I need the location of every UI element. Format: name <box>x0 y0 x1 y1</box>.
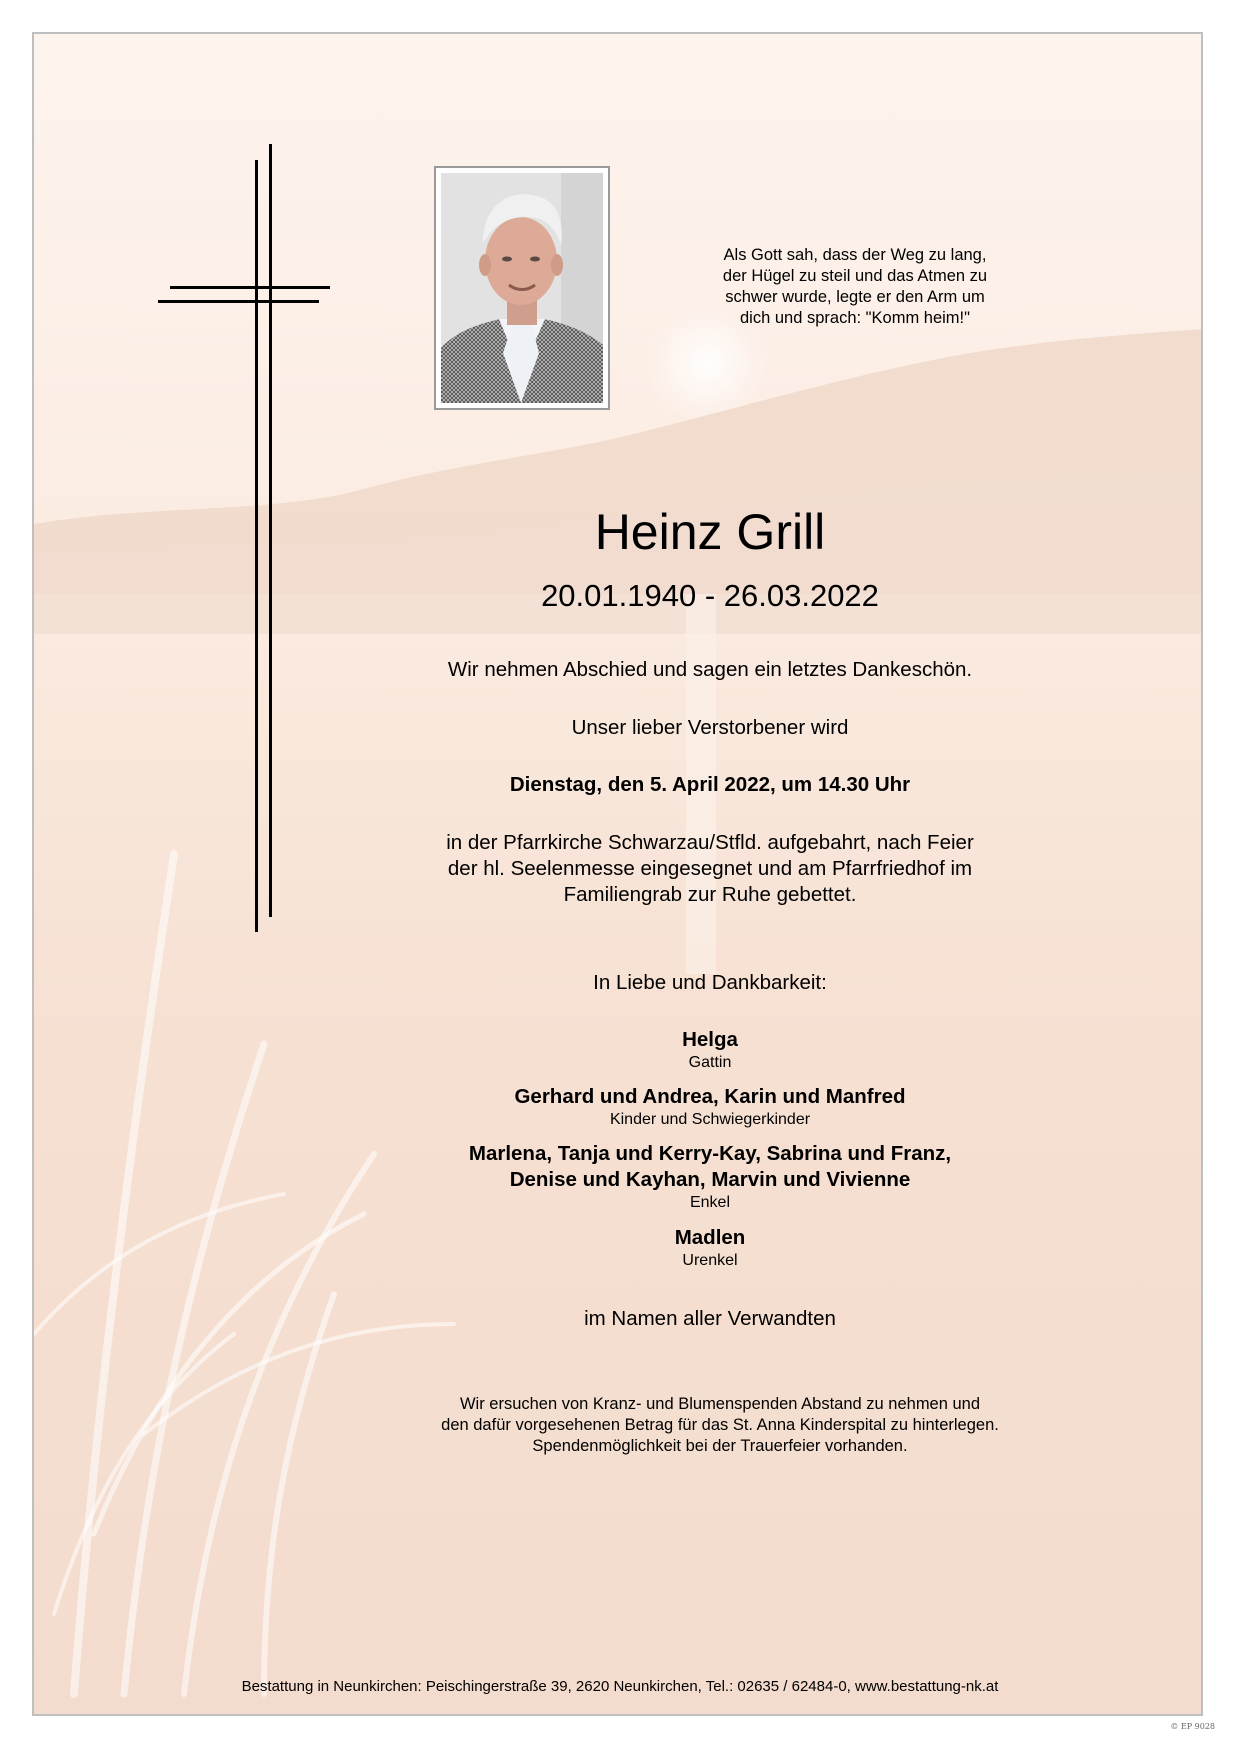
notice-line: den dafür vorgesehenen Betrag für das St. Anna Kinderspital zu hinterlegen. <box>441 1416 999 1434</box>
family-names: Denise und Kayhan, Marvin und Vivienne <box>509 1168 911 1191</box>
closing-text: In Liebe und Dankbarkeit: <box>593 971 827 994</box>
farewell-text: Wir nehmen Abschied und sagen ein letztes Dankeschön. <box>447 658 973 681</box>
family-role: Kinder und Schwiegerkinder <box>609 1111 811 1128</box>
quote <box>690 245 1020 329</box>
quote-line: Als Gott sah, dass der Weg zu lang, <box>723 246 987 264</box>
family-names: Marlena, Tanja und Kerry-Kay, Sabrina und Franz, <box>468 1142 952 1165</box>
ceremony-text <box>380 830 1040 908</box>
ceremony-line: in der Pfarrkirche Schwarzau/Stfld. aufgebahrt, nach Feier <box>446 831 974 854</box>
ceremony-line: Familiengrab zur Ruhe gebettet. <box>563 883 857 906</box>
cross-horizontal-bottom <box>158 300 319 303</box>
portrait-photo <box>434 166 610 410</box>
quote-line: schwer wurde, legte er den Arm um <box>725 288 985 306</box>
deceased-name: Heinz Grill <box>594 504 826 560</box>
cross-vertical-right <box>269 144 272 917</box>
footer-address: Bestattung in Neunkirchen: Peischingerstraße 39, 2620 Neunkirchen, Tel.: 02635 / 62484-0, www.bestattung-nk.at <box>241 1678 999 1695</box>
notice-line: Spendenmöglichkeit bei der Trauerfeier vorhanden. <box>532 1437 908 1455</box>
family-group-children <box>380 1084 1040 1130</box>
family-group-grandchildren <box>380 1141 1040 1213</box>
family-role: Urenkel <box>682 1252 738 1269</box>
portrait-icon <box>441 173 603 403</box>
template-code: © EP 9028 <box>1170 1722 1215 1731</box>
family-role: Gattin <box>688 1054 732 1071</box>
notice-line: Wir ersuchen von Kranz- und Blumenspenden Abstand zu nehmen und <box>459 1395 981 1413</box>
quote-line: der Hügel zu steil und das Atmen zu <box>722 267 988 285</box>
ceremony-line: der hl. Seelenmesse eingesegnet und am Pfarrfriedhof im <box>447 857 973 880</box>
family-names: Helga <box>682 1028 738 1051</box>
intro-text: Unser lieber Verstorbener wird <box>571 716 849 739</box>
family-names: Gerhard und Andrea, Karin und Manfred <box>514 1085 906 1108</box>
life-dates: 20.01.1940 - 26.03.2022 <box>541 578 879 613</box>
family-group-great-grandchildren <box>380 1225 1040 1271</box>
family-role: Enkel <box>689 1194 731 1211</box>
cross-horizontal-top <box>170 286 330 289</box>
funeral-date-time: Dienstag, den 5. April 2022, um 14.30 Uhr <box>509 773 911 796</box>
relatives-note: im Namen aller Verwandten <box>584 1307 836 1330</box>
family-names: Madlen <box>674 1226 746 1249</box>
donation-notice <box>350 1394 1090 1457</box>
quote-line: dich und sprach: "Komm heim!" <box>740 309 970 327</box>
cross-vertical-left <box>255 160 258 932</box>
family-group-spouse <box>380 1027 1040 1073</box>
